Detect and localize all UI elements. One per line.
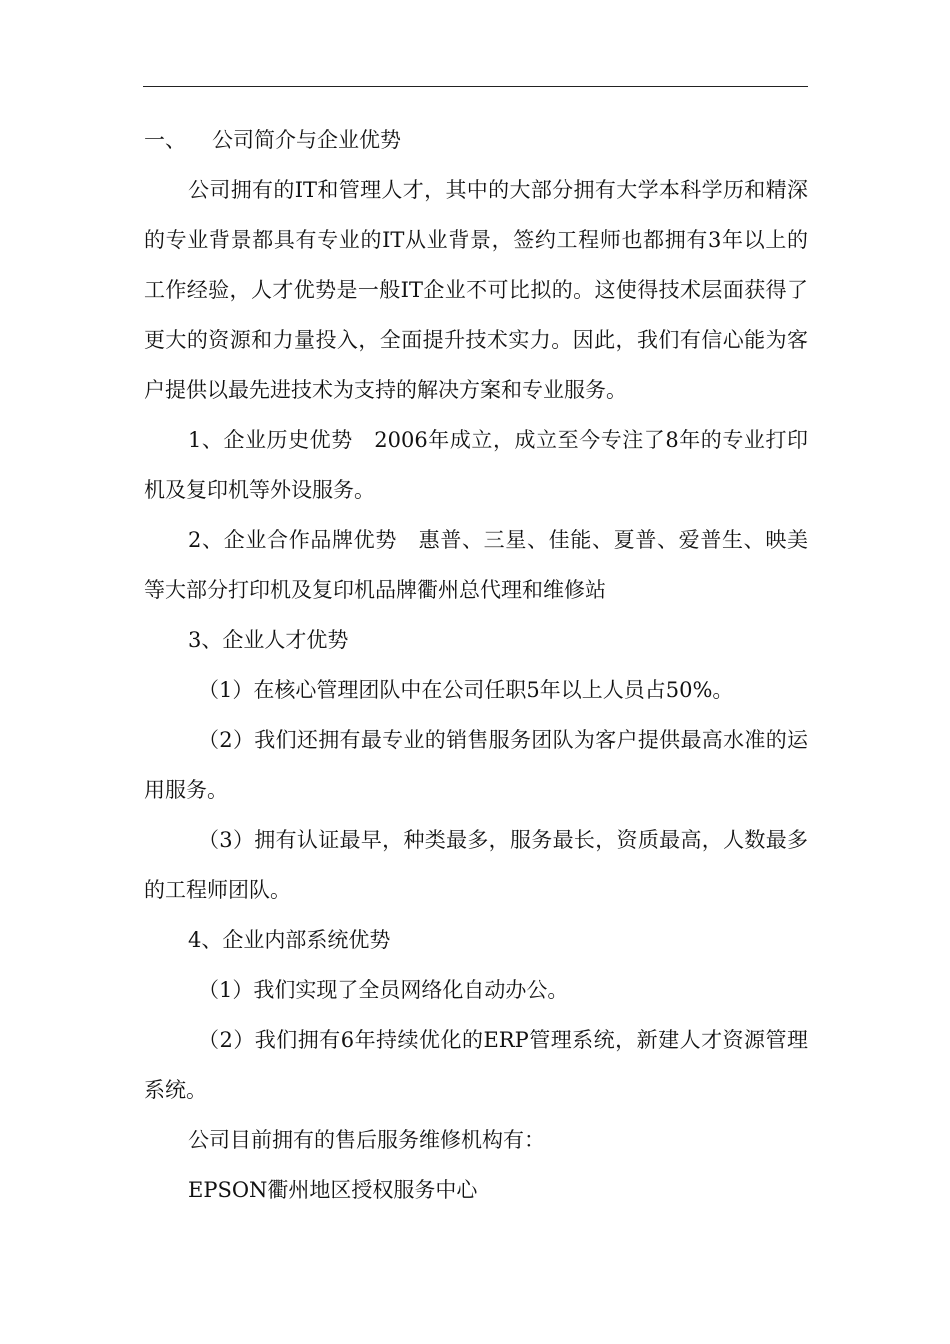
section-title: 公司简介与企业优势 — [212, 128, 401, 152]
item-talent: 3、企业人才优势 — [188, 628, 349, 652]
section-number: 一、 — [144, 128, 186, 152]
intro-paragraph: 公司拥有的IT和管理人才，其中的大部分拥有大学本科学历和精深的专业背景都具有专业的IT从业背景，签约工程师也都拥有3年以上的工作经验，人才优势是一般IT企业不可比拟的。这使得技术层面获得了更大的资源和力量投入，全面提升技术实力。因此，我们有信心能为客户提供以最先进技术为支持的解决方案和专业服务。 — [144, 178, 808, 402]
section-heading — [144, 115, 808, 165]
talent-point-3: （3）拥有认证最早，种类最多，服务最长，资质最高，人数最多的工程师团队。 — [144, 828, 808, 902]
talent-point-1: （1）在核心管理团队中在公司任职5年以上人员占50%。 — [198, 678, 734, 702]
service-intro: 公司目前拥有的售后服务维修机构有： — [188, 1128, 545, 1152]
document-body — [144, 115, 808, 1215]
item-history: 1、企业历史优势 2006年成立，成立至今专注了8年的专业打印机及复印机等外设服务。 — [144, 428, 808, 502]
header-rule — [143, 86, 808, 87]
item-systems: 4、企业内部系统优势 — [188, 928, 391, 952]
item-brands: 2、企业合作品牌优势 惠普、三星、佳能、夏普、爱普生、映美等大部分打印机及复印机品牌衢州总代理和维修站 — [144, 528, 808, 602]
service-center-epson: EPSON衢州地区授权服务中心 — [188, 1178, 478, 1202]
systems-point-1: （1）我们实现了全员网络化自动办公。 — [198, 978, 569, 1002]
systems-point-2: （2）我们拥有6年持续优化的ERP管理系统，新建人才资源管理系统。 — [144, 1028, 808, 1102]
talent-point-2: （2）我们还拥有最专业的销售服务团队为客户提供最高水准的运用服务。 — [144, 728, 808, 802]
